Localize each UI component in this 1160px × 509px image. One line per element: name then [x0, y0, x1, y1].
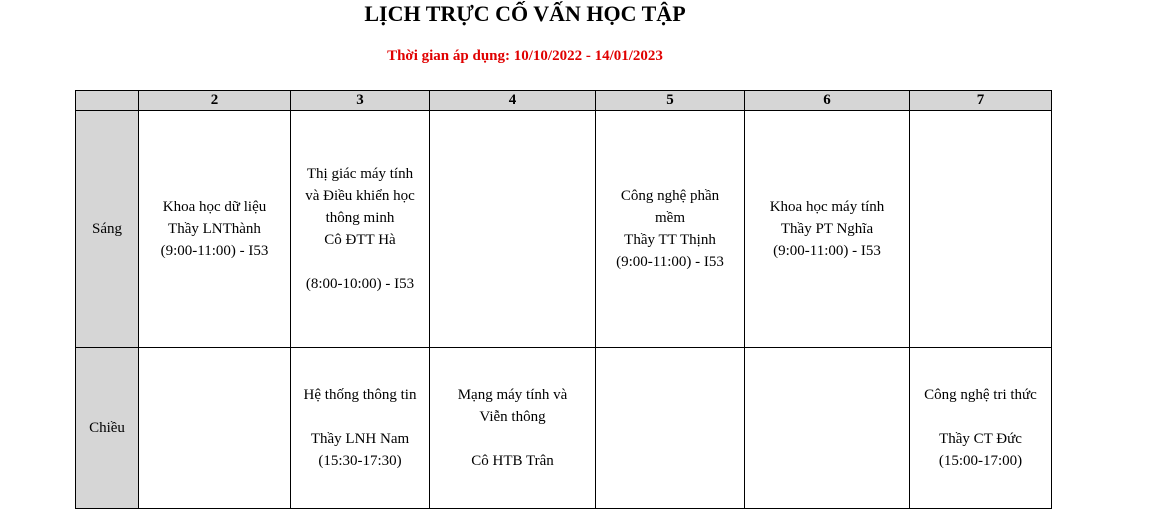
schedule-cell: Mạng máy tính và Viễn thông Cô HTB Trân: [430, 348, 596, 509]
schedule-cell: Khoa học dữ liệu Thầy LNThành (9:00-11:00) - I53: [139, 111, 291, 348]
schedule-cell: Thị giác máy tính và Điều khiển học thông minh Cô ĐTT Hà (8:00-10:00) - I53: [291, 111, 430, 348]
schedule-cell: Công nghệ phần mềm Thầy TT Thịnh (9:00-11:00) - I53: [596, 111, 745, 348]
day-header-2: 2: [139, 91, 291, 111]
schedule-cell: [910, 111, 1052, 348]
schedule-cell: Hệ thống thông tin Thầy LNH Nam (15:30-17:30): [291, 348, 430, 509]
schedule-cell: [596, 348, 745, 509]
schedule-cell: [139, 348, 291, 509]
day-header-5: 5: [596, 91, 745, 111]
day-header-7: 7: [910, 91, 1052, 111]
page-title: LỊCH TRỰC CỐ VẤN HỌC TẬP: [364, 1, 686, 26]
schedule-table: [75, 90, 1052, 509]
day-header-4: 4: [430, 91, 596, 111]
date-range-subtitle: Thời gian áp dụng: 10/10/2022 - 14/01/2023: [387, 48, 663, 64]
table-row-afternoon: [76, 348, 1052, 509]
corner-cell: [76, 91, 139, 111]
schedule-cell: [430, 111, 596, 348]
schedule-cell: Công nghệ tri thức Thầy CT Đức (15:00-17:00): [910, 348, 1052, 509]
schedule-cell: Khoa học máy tính Thầy PT Nghĩa (9:00-11:00) - I53: [745, 111, 910, 348]
header-row: [76, 91, 1052, 111]
day-header-3: 3: [291, 91, 430, 111]
period-label-morning: Sáng: [76, 111, 139, 348]
schedule-cell: [745, 348, 910, 509]
period-label-afternoon: Chiều: [76, 348, 139, 509]
day-header-6: 6: [745, 91, 910, 111]
table-row-morning: [76, 111, 1052, 348]
